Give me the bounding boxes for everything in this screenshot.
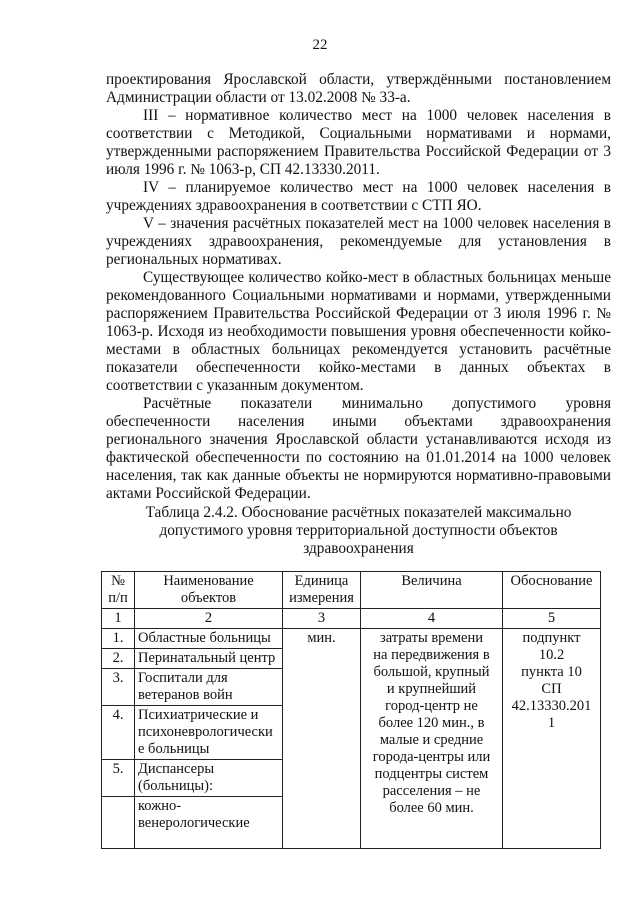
- object-name-line: е больницы: [138, 741, 210, 757]
- data-table: [101, 571, 601, 849]
- object-name-line: психоневрологически: [138, 724, 273, 740]
- object-name-line: Госпитали для: [138, 670, 228, 686]
- row-number: 2.: [102, 649, 135, 669]
- table-header-row: [102, 572, 601, 609]
- basis-line: пункта 10: [521, 664, 582, 680]
- value-line: расселения – не: [382, 783, 481, 799]
- table-caption-line: здравоохранения: [303, 540, 414, 557]
- header-cell-basis: Обоснование: [503, 572, 601, 609]
- row-number: 1.: [102, 629, 135, 649]
- paragraph: IV – планируемое количество мест на 1000 человек населения в учреждениях здравоохранения в соответствии с СТП ЯО.: [106, 179, 611, 214]
- header-cell-unit: [283, 572, 361, 609]
- object-name: [135, 706, 283, 760]
- object-name: [135, 669, 283, 706]
- value-line: более 60 мин.: [389, 800, 474, 816]
- header-cell-number: [102, 572, 135, 609]
- column-number: 2: [135, 609, 283, 629]
- table-row: [102, 629, 601, 649]
- object-name-line: Психиатрические и: [138, 707, 259, 723]
- header-text: п/п: [108, 590, 128, 606]
- basis-line: 1: [547, 715, 556, 731]
- paragraph: Существующее количество койко-мест в областных больницах меньше рекомендованного Социальными нормативами и нормами, утвержденными распоряжением Правительства Российской Федерации от 3 июля 1996 г. № 1063-р. Исходя из необходимости повышения уровня обеспеченности койко-местами в областных больницах рекомендуется установить расчётные показатели обеспеченности койко-местами в данных объектах в соответствии с указанным документом.: [106, 269, 611, 394]
- paragraph: III – нормативное количество мест на 1000 человек населения в соответствии с Методикой, Социальными нормативами и нормами, утвержденными распоряжением Правительства Российской Федерации от 3 июля 1996 г. № 1063-р, СП 42.13330.2011.: [106, 107, 611, 178]
- unit-cell: мин.: [283, 629, 361, 849]
- object-name: [135, 760, 283, 797]
- header-cell-value: Величина: [361, 572, 503, 609]
- object-name-line: кожно-: [138, 798, 182, 814]
- object-name: Перинатальный центр: [135, 649, 283, 669]
- column-number: 3: [283, 609, 361, 629]
- object-name-line: Диспансеры: [138, 761, 215, 777]
- row-number: 4.: [102, 706, 135, 760]
- value-line: малые и средние: [379, 732, 484, 748]
- paragraph: Расчётные показатели минимально допустимого уровня обеспеченности населения иными объектами здравоохранения регионального значения Ярославской области устанавливаются исходя из фактической обеспеченности по состоянию на 01.01.2014 на 1000 человек населения, так как данные объекты не нормируются нормативно-правовыми актами Российской Федерации.: [106, 395, 611, 502]
- value-line: города-центры или: [372, 749, 491, 765]
- header-text: №: [111, 573, 125, 589]
- paragraph: V – значения расчётных показателей мест на 1000 человек населения в учреждениях здравоохранения, рекомендуемые для установления в региональных нормативах.: [106, 215, 611, 268]
- basis-line: 42.13330.201: [511, 698, 592, 714]
- column-number: 4: [361, 609, 503, 629]
- value-line: город-центр не: [385, 698, 478, 714]
- column-number: 1: [102, 609, 135, 629]
- header-text: измерения: [289, 590, 354, 606]
- value-line: на передвижения в: [373, 647, 490, 663]
- value-line: большой, крупный: [373, 664, 490, 680]
- basis-line: подпункт: [522, 630, 581, 646]
- basis-line: 10.2: [538, 647, 565, 663]
- table-caption-line: Таблица 2.4.2. Обоснование расчётных показателей максимально: [145, 504, 572, 521]
- value-line: более 120 мин., в: [378, 715, 485, 731]
- body-text: [106, 71, 611, 503]
- object-name: [135, 797, 283, 849]
- column-number-row: [102, 609, 601, 629]
- header-text: объектов: [180, 590, 237, 606]
- object-name: Областные больницы: [135, 629, 283, 649]
- page-number: 22: [312, 37, 328, 53]
- header-text: Наименование: [163, 573, 254, 589]
- table-caption-line: допустимого уровня территориальной доступности объектов: [159, 522, 558, 539]
- object-name-line: (больницы):: [138, 778, 213, 794]
- object-name-line: ветеранов войн: [138, 687, 233, 703]
- paragraph: проектирования Ярославской области, утверждёнными постановлением Администрации области от 13.02.2008 № 33-а.: [106, 71, 611, 106]
- value-line: подцентры систем: [374, 766, 489, 782]
- basis-line: СП: [541, 681, 562, 697]
- row-number: [102, 797, 135, 849]
- column-number: 5: [503, 609, 601, 629]
- row-number: 3.: [102, 669, 135, 706]
- header-text: Единица: [294, 573, 349, 589]
- table-caption: [106, 504, 611, 558]
- row-number: 5.: [102, 760, 135, 797]
- value-line: и крупнейший: [386, 681, 477, 697]
- value-cell: [361, 629, 503, 849]
- value-line: затраты времени: [380, 630, 483, 646]
- object-name-line: венерологические: [138, 815, 250, 831]
- header-cell-name: [135, 572, 283, 609]
- basis-cell: [503, 629, 601, 849]
